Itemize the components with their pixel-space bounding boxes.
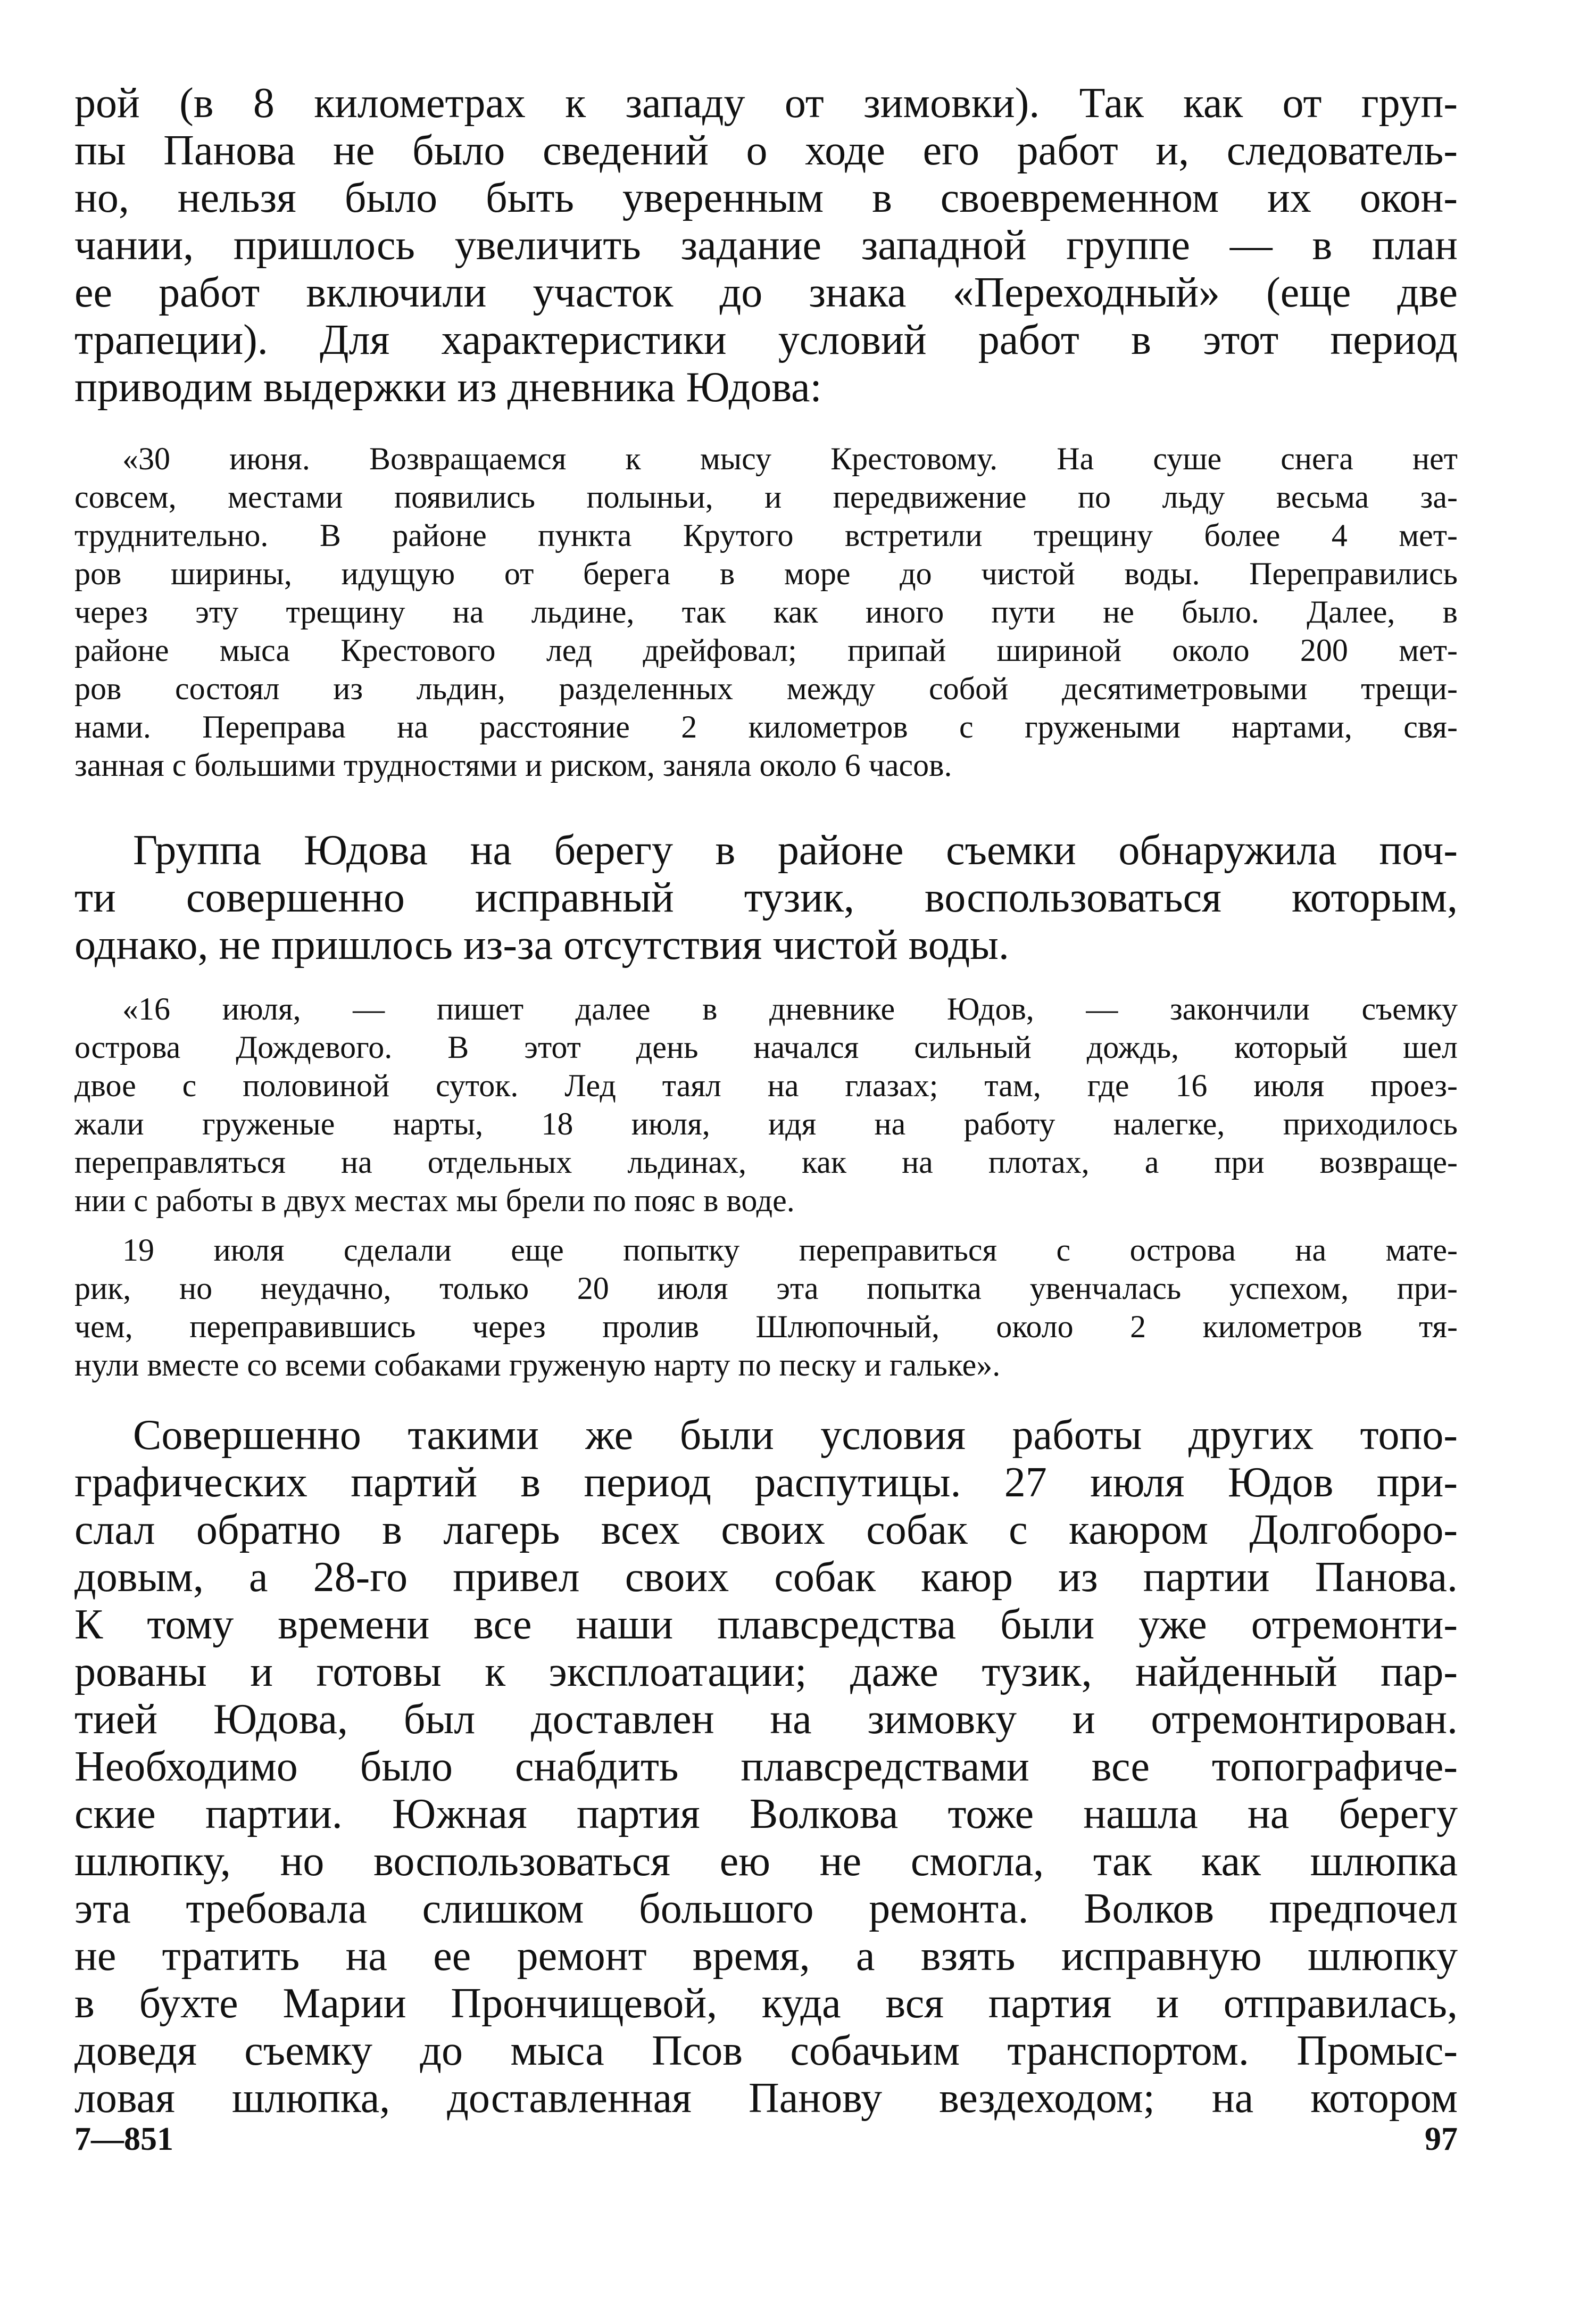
text-line: но, нельзя было быть уверенным в своевременном их окон- — [74, 175, 1458, 221]
text-line: ти совершенно исправный тузик, воспользоваться которым, — [74, 874, 1458, 921]
text-line: острова Дождевого. В этот день начался сильный дождь, который шел — [74, 1030, 1458, 1065]
text-line: Совершенно такими же были условия работы других топо- — [133, 1412, 1458, 1459]
printer-signature: 7—851 — [74, 2121, 173, 2157]
text-line: ее работ включили участок до знака «Переходный» (еще две — [74, 269, 1458, 316]
text-line: ские партии. Южная партия Волкова тоже нашла на берегу — [74, 1791, 1458, 1837]
text-line: пы Панова не было сведений о ходе его работ и, следователь- — [74, 127, 1458, 174]
text-line: Необходимо было снабдить плавсредствами все топографиче- — [74, 1743, 1458, 1790]
text-line: эта требовала слишком большого ремонта. Волков предпочел — [74, 1885, 1458, 1932]
text-line: занная с большими трудностями и риском, заняла около 6 часов. — [74, 748, 952, 783]
text-line: чании, пришлось увеличить задание западной группе — в план — [74, 222, 1458, 269]
text-line: доведя съемку до мыса Псов собачьим транспортом. Промыс- — [74, 2027, 1458, 2074]
text-line: труднительно. В районе пункта Крутого встретили трещину более 4 мет- — [74, 518, 1458, 553]
text-line: однако, не пришлось из-за отсутствия чистой воды. — [74, 922, 1009, 968]
text-line: приводим выдержки из дневника Юдова: — [74, 364, 822, 411]
text-line: Группа Юдова на берегу в районе съемки обнаружила поч- — [133, 827, 1458, 874]
diary-quote-2 — [74, 990, 1458, 1220]
text-line: совсем, местами появились полыньи, и передвижение по льду весьма за- — [74, 479, 1458, 515]
text-line: не тратить на ее ремонт время, а взять исправную шлюпку — [74, 1933, 1458, 1980]
text-line: нами. Переправа на расстояние 2 километров с гружеными нартами, свя- — [74, 709, 1458, 744]
text-line: графических партий в период распутицы. 27 июля Юдов при- — [74, 1459, 1458, 1506]
text-line: довым, а 28-го привел своих собак каюр из партии Панова. — [74, 1554, 1458, 1601]
text-line: в бухте Марии Прончищевой, куда вся партия и отправилась, — [74, 1980, 1458, 2027]
text-line: ров состоял из льдин, разделенных между собой десятиметровыми трещи- — [74, 671, 1458, 706]
text-line: тией Юдова, был доставлен на зимовку и отремонтирован. — [74, 1696, 1458, 1743]
text-line: шлюпку, но воспользоваться ею не смогла, так как шлюпка — [74, 1838, 1458, 1885]
text-line: чем, переправившись через пролив Шлюпочный, около 2 километров тя- — [74, 1309, 1458, 1344]
diary-quote-3 — [74, 1231, 1458, 1384]
text-line: рой (в 8 километрах к западу от зимовки). Так как от груп- — [74, 80, 1458, 127]
text-line: 19 июля сделали еще попытку переправиться с острова на мате- — [122, 1232, 1458, 1268]
text-line: нии с работы в двух местах мы брели по пояс в воде. — [74, 1183, 795, 1218]
text-line: жали груженые нарты, 18 июля, идя на работу налегке, приходилось — [74, 1106, 1458, 1141]
text-line: районе мыса Крестового лед дрейфовал; припай шириной около 200 мет- — [74, 633, 1458, 668]
paragraph-1 — [74, 80, 1458, 411]
text-line: через эту трещину на льдине, так как иного пути не было. Далее, в — [74, 594, 1458, 630]
text-line: слал обратно в лагерь всех своих собак с каюром Долгоборо- — [74, 1506, 1458, 1553]
paragraph-3 — [74, 1412, 1458, 2122]
text-line: двое с половиной суток. Лед таял на глазах; там, где 16 июля проез- — [74, 1068, 1458, 1103]
text-line: «16 июля, — пишет далее в дневнике Юдов, — закончили съемку — [122, 991, 1458, 1026]
page-number: 97 — [1425, 2121, 1458, 2157]
text-line: ров ширины, идущую от берега в море до чистой воды. Переправились — [74, 556, 1458, 591]
text-line: К тому времени все наши плавсредства были уже отремонти- — [74, 1601, 1458, 1648]
text-line: «30 июня. Возвращаемся к мысу Крестовому. На суше снега нет — [122, 441, 1458, 476]
text-line: ловая шлюпка, доставленная Панову вездеходом; на котором — [74, 2075, 1458, 2122]
diary-quote-1 — [74, 440, 1458, 784]
text-line: нули вместе со всеми собаками груженую нарту по песку и гальке». — [74, 1347, 1001, 1382]
text-line: трапеции). Для характеристики условий работ в этот период — [74, 317, 1458, 363]
paragraph-2 — [74, 827, 1458, 969]
text-line: переправляться на отдельных льдинах, как на плотах, а при возвраще- — [74, 1145, 1458, 1180]
page-footer — [74, 2121, 1458, 2158]
text-line: рик, но неудачно, только 20 июля эта попытка увенчалась успехом, при- — [74, 1271, 1458, 1306]
text-line: рованы и готовы к эксплоатации; даже тузик, найденный пар- — [74, 1649, 1458, 1695]
